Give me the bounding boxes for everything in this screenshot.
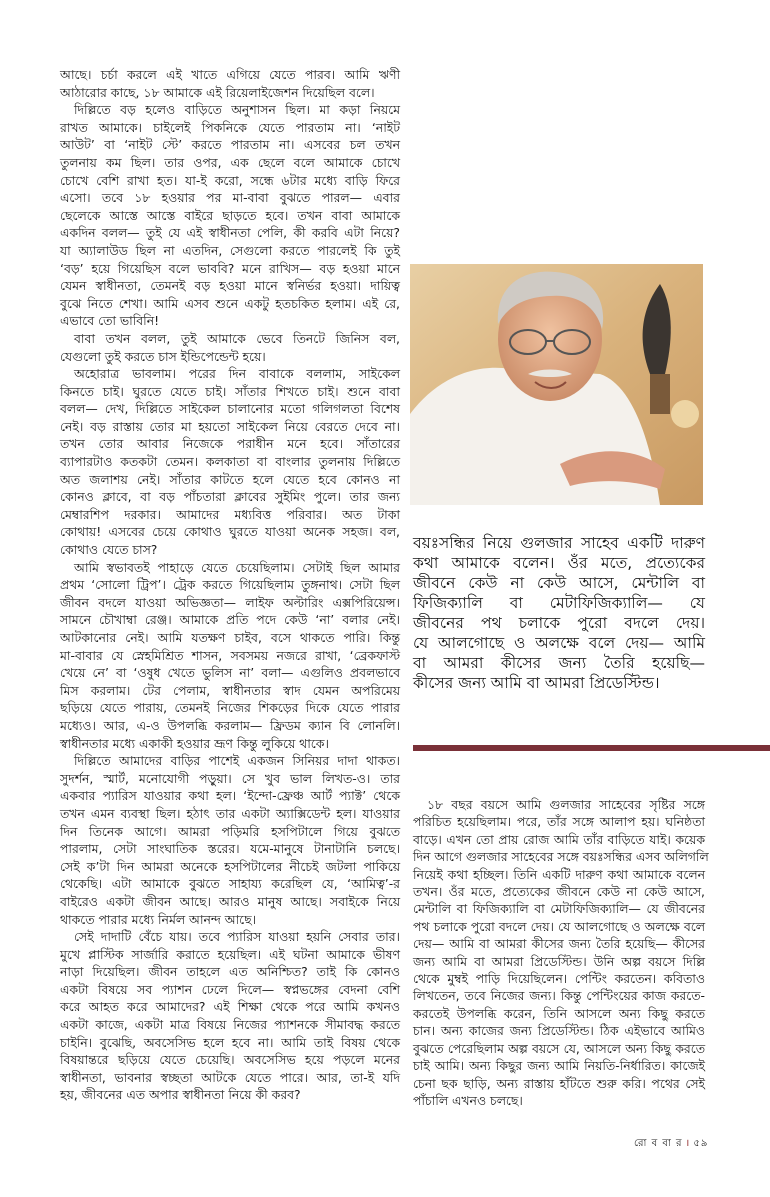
text-line: অহোরাত্র ভাবলাম। পরের দিন বাবাকে বললাম, সাইকেল bbox=[74, 366, 400, 382]
text-line: বয়ঃসন্ধির নিয়ে গুলজার সাহেব একটি দারুণ bbox=[413, 534, 705, 552]
text-line: একদিন বলল— তুই যে এই স্বাধীনতা পেলি, কী করবি এটা নিয়ে? bbox=[60, 225, 400, 241]
text-line: বাবা তখন বলল, তুই আমাকে ভেবে তিনটে জিনিস বল, bbox=[74, 330, 400, 346]
paragraph bbox=[60, 559, 400, 753]
text-line: ব্যাপারটাও কতকটা তেমন। কলকাতা বা বাংলার তুলনায় দিল্লিতে bbox=[60, 454, 400, 470]
text-line: তখন তোর আবার নিজেকে পরাধীন মনে হবে। সাঁতারের bbox=[60, 436, 400, 452]
text-line: কোনও ক্লাবে, বা বড় পাঁচতারা ক্লাবের সুইমিং পুলে। তার জন্য bbox=[60, 489, 400, 505]
text-line: করে আহত করে আমাদের? এই শিক্ষা থেকে পরে আমি কখনও bbox=[60, 999, 400, 1015]
text-line: চান। অন্য কাজের জন্য প্রিডেস্টিন্ড। ঠিক এইভাবে আমিও bbox=[413, 1023, 705, 1039]
text-line: ‘বড়’ হয়ে গিয়েছিস বলে ভাববি? মনে রাখিস— বড় হওয়া মানে bbox=[60, 260, 400, 276]
text-line: তুলনায় কম ছিল। তার ওপর, এক ছেলে বলে আমাকে চোখে bbox=[60, 154, 400, 170]
text-line: দেয়— আমি বা আমরা কীসের জন্য তৈরি হয়েছি— কীসের bbox=[413, 936, 705, 952]
text-line: লিখতেন, তবে নিজের জন্য। কিন্তু পেন্টিংয়ের কাজ করতে- bbox=[413, 988, 705, 1004]
text-line: থাকতে পারার মধ্যে নির্মল আনন্দ আছে। bbox=[60, 911, 257, 927]
text-line: মধ্যেও। আর, এ-ও উপলব্ধি করলাম— ফ্রিডম ক্যান বি লোনলি। bbox=[60, 717, 400, 733]
text-line: যেগুলো তুই করতে চাস ইন্ডিপেন্ডেন্ট হয়ে। bbox=[60, 348, 266, 364]
text-line: আছে। চর্চা করলে এই খাতে এগিয়ে যেতে পারব। আমি ঋণী bbox=[60, 67, 400, 82]
paragraph bbox=[60, 101, 400, 330]
paragraph bbox=[60, 330, 400, 365]
text-line: পাঁচালি এখনও চলছে। bbox=[413, 1092, 523, 1108]
paragraph bbox=[60, 365, 400, 559]
text-line: আমি স্বভাবতই পাহাড়ে যেতে চেয়েছিলাম। সেটাই ছিল আমার bbox=[74, 559, 400, 575]
text-line: নেই। বড় রাস্তায় তোর মা হয়তো সাইকেল নিয়ে বেরতে দেবে না। bbox=[60, 418, 400, 434]
text-line: মেম্বারশিপ দরকার। আমাদের মধ্যবিত্ত পরিবার। অত টাকা bbox=[60, 506, 400, 522]
text-line: দিল্লিতে আমাদের বাড়ির পাশেই একজন সিনিয়র দাদা থাকত। bbox=[74, 753, 400, 769]
text-line: হয়, জীবনের এত অপার স্বাধীনতা নিয়ে কী করব? bbox=[60, 1087, 301, 1103]
text-line: আটকানোর নেই। আমি যতক্ষণ চাইব, বসে থাকতে পারি। কিন্তু bbox=[60, 630, 400, 645]
text-line: কথা আমাকে বলেন। ওঁর মতে, প্রত্যেকের bbox=[413, 554, 705, 572]
text-line: মেন্টালি বা ফিজিক্যালি বা মেটাফিজিক্যালি— যে জীবনের bbox=[413, 901, 705, 917]
text-line: বিষয়ান্তরে ছড়িয়ে যেতে চেয়েছি। অবসেসিভ হয়ে পড়লে মনের bbox=[60, 1052, 400, 1068]
text-line: জন্য আমি বা আমরা প্রিডেস্টিন্ড। উনি অল্প বয়সে দিল্লি bbox=[413, 953, 705, 969]
text-line: সেই ক’টা দিন আমরা অনেকে হসপিটালের নীচেই জটলা পাকিয়ে bbox=[60, 858, 400, 874]
right-article-column bbox=[413, 796, 709, 1109]
magazine-name: রো ব বা র bbox=[634, 1138, 683, 1149]
text-line: মিস করলাম। টের পেলাম, স্বাধীনতার স্বাদ যেমন অপরিমেয় bbox=[60, 682, 400, 698]
text-line: মা-বাবার যে স্নেহমিশ্রিত শাসন, সবসময় নজরে রাখা, ‘ব্রেকফাস্ট bbox=[60, 647, 400, 663]
text-line: ১৮ বছর বয়সে আমি গুলজার সাহেবের সৃষ্টির সঙ্গে bbox=[427, 797, 705, 812]
text-line: আঠারোর কাছে, ১৮ আমাকে এই রিয়েলাইজেশন দিয়েছিল বলে। bbox=[60, 84, 375, 100]
text-line: কোথাও যেতে চাস? bbox=[60, 542, 158, 558]
text-line: দিন আগে গুলজার সাহেবের সঙ্গে বয়ঃসন্ধির এসব অলিগলি bbox=[413, 849, 709, 865]
text-line: একটা কাজে, একটা মাত্র বিষয়ে নিজের প্যাশনকে সীমাবদ্ধ করতে bbox=[60, 1017, 400, 1033]
text-line: সুদর্শন, স্মার্ট, মনোযোগী পড়ুয়া। সে খুব ভাল লিখত-ও। তার bbox=[60, 770, 400, 786]
text-line: পরিচিত হয়েছিলাম। পরে, তাঁর সঙ্গে আলাপ হয়। ঘনিষ্ঠতা bbox=[413, 814, 705, 830]
text-line: দিল্লিতে বড় হলেও বাড়িতে অনুশাসন ছিল। মা কড়া নিয়মে bbox=[74, 102, 400, 118]
text-line: একটা বিষয়ে সব প্যাশন ঢেলে দিলে— স্বপ্নভঙ্গের বেদনা বেশি bbox=[60, 981, 400, 997]
paragraph bbox=[60, 66, 400, 101]
text-line: জীবন বদলে যাওয়া অভিজ্ঞতা— লাইফ অল্টারিং এক্সপিরিয়েন্স। bbox=[60, 594, 400, 610]
text-line: থেকে মুম্বই পাড়ি দিয়েছিলেন। পেন্টিং করতেন। কবিতাও bbox=[413, 971, 705, 987]
text-line: খেয়ে নে’ বা ‘ওষুধ খেতে ভুলিস না’ বলা— এগুলিও প্রবলভাবে bbox=[60, 665, 400, 681]
footer-separator: । bbox=[685, 1138, 691, 1149]
text-line: ছড়িয়ে যেতে পারায়, তেমনই নিজের শিকড়ের দিকে যেতে পারার bbox=[60, 700, 400, 716]
text-line: চাইনি। বুঝেছি, অবসেসিভ হলে হবে না। আমি তাই বিষয় থেকে bbox=[60, 1034, 400, 1050]
text-line: নিয়েই কথা হচ্ছিল। তিনি একটি দারুণ কথা আমাকে বলেন bbox=[413, 866, 705, 882]
text-line: দিন তিনেক আগে। আমরা পড়িমরি হসপিটালে গিয়ে বুঝতে bbox=[60, 823, 400, 839]
text-line: জীবনের পথ চলাকে পুরো বদলে দেয়। bbox=[413, 614, 705, 632]
text-line: তখন এমন ব্যবস্থা ছিল। হঠাৎ তার একটা অ্যাক্সিডেন্ট হল। যাওয়ার bbox=[60, 805, 400, 821]
text-line: এসো। তবে ১৮ হওয়ার পর মা-বাবা বুঝতে পারল— এবার bbox=[60, 190, 400, 206]
text-line: বাইরেও একটা জীবন আছে। আরও মানুষ আছে। সবাইকে নিয়ে bbox=[60, 893, 400, 909]
paragraph bbox=[413, 796, 709, 1109]
text-line: বলল— দেখ, দিল্লিতে সাইকেল চালানোর মতো গলিগলতা বিশেষ bbox=[60, 401, 400, 417]
left-article-column bbox=[60, 66, 400, 1104]
text-line: স্বাধীনতার মধ্যে একাকী হওয়ার ভ্রূণ কিন্তু লুকিয়ে থাকে। bbox=[60, 735, 329, 751]
text-line: সেই দাদাটি বেঁচে যায়। তবে প্যারিস যাওয়া হয়নি সেবার তার। bbox=[74, 929, 400, 945]
text-line: অত জলাশয় নেই। সাঁতার কাটতে হলে যেতে হবে কোনও না bbox=[60, 471, 400, 487]
text-line: এভাবে তো ভাবিনি! bbox=[60, 313, 160, 329]
text-line: কীসের জন্য আমি বা আমরা প্রিডেস্টিন্ড। bbox=[413, 674, 660, 692]
text-line: থেকেছি। এটা আমাকে বুঝতে সাহায্য করেছিল যে, ‘আমিত্ব’-র bbox=[60, 876, 400, 892]
text-line: চাই আমি। অন্য কিছুর জন্য আমি নিয়তি-নির্ধারিত। কাজেই bbox=[413, 1058, 705, 1074]
text-line: ছেলেকে আস্তে আস্তে বাইরে ছাড়তে হবে। তখন বাবা আমাকে bbox=[60, 207, 400, 223]
text-line: রাখত আমাকে। চাইলেই পিকনিকে যেতে পারতাম না। ‘নাইট bbox=[60, 119, 400, 135]
text-line: যা অ্যালাউড ছিল না এতদিন, সেগুলো করতে পারলেই কি তুই bbox=[60, 242, 400, 258]
text-line: সামনে চৌখাম্বা রেঞ্জ। আমাকে প্রতি পদে কেউ ‘না’ বলার নেই। bbox=[60, 612, 400, 628]
text-line: বুঝতে পেরেছিলাম অল্প বয়সে যে, আসলে অন্য কিছু করতে bbox=[413, 1040, 705, 1056]
paragraph bbox=[413, 533, 705, 693]
text-line: কোথায়! এসবের চেয়ে কোথাও ঘুরতে যাওয়া অনেক সহজ। বল, bbox=[60, 524, 400, 540]
text-line: আউট’ বা ‘নাইট স্টে’ করতে পারতাম না। এসবের চল তখন bbox=[60, 137, 400, 153]
text-line: একবার প্যারিস যাওয়ার কথা হল। ‘ইন্দো-ফ্রেঞ্চ আর্ট প্যাক্ট’ থেকে bbox=[60, 788, 400, 804]
text-line: যেমন স্বাধীনতা, তেমনই বড় হওয়া মানে স্বনির্ভর হওয়া। দায়িত্ব bbox=[60, 278, 400, 294]
text-line: তখন। ওঁর মতে, প্রত্যেকের জীবনে কেউ না কেউ আসে, bbox=[413, 884, 705, 900]
text-line: জীবনে কেউ না কেউ আসে, মেন্টালি বা bbox=[413, 574, 705, 592]
text-line: যে আলগোছে ও অলক্ষে বলে দেয়— আমি bbox=[413, 634, 705, 652]
text-line: চেনা ছক ছাড়ি, অন্য রাস্তায় হাঁটতে শুরু করি। পথের সেই bbox=[413, 1075, 705, 1091]
text-line: পারলাম, সেটা সাংঘাতিক স্তরের। যমে-মানুষে টানাটানি চলছে। bbox=[60, 841, 400, 857]
portrait-image bbox=[410, 264, 703, 505]
portrait-photo bbox=[410, 264, 703, 505]
text-line: চোখে বেশি রাখা হত। যা-ই করো, সন্ধে ৬টার মধ্যে বাড়ি ফিরে bbox=[60, 172, 400, 188]
text-line: পথ চলাকে পুরো বদলে দেয়। যে আলগোছে ও অলক্ষে বলে bbox=[413, 918, 705, 934]
text-line: প্রথম ‘সোলো ট্রিপ’। ট্রেক করতে গিয়েছিলাম তুঙ্গনাথ। সেটা ছিল bbox=[60, 577, 400, 593]
page-footer bbox=[634, 1135, 708, 1153]
text-line: ফিজিক্যালি বা মেটাফিজিক্যালি— যে bbox=[413, 594, 705, 612]
pull-quote bbox=[413, 533, 705, 693]
text-line: বা আমরা কীসের জন্য তৈরি হয়েছি— bbox=[413, 654, 705, 672]
text-line: মুখে প্লাস্টিক সার্জারি করাতে হয়েছিল। এই ঘটনা আমাকে ভীষণ bbox=[60, 946, 400, 962]
text-line: করতেই উপলব্ধি করেন, তিনি আসলে অন্য কিছু করতে bbox=[413, 1005, 705, 1021]
text-line: কিনতে চাই। ঘুরতে যেতে চাই। সাঁতার শিখতে চাই। শুনে বাবা bbox=[60, 383, 400, 399]
paragraph bbox=[60, 752, 400, 928]
text-line: বুঝে নিতে শেখা। আমি এসব শুনে একটু হতচকিত হলাম। এই রে, bbox=[60, 295, 400, 311]
paragraph bbox=[60, 928, 400, 1104]
page-number: ৫৯ bbox=[693, 1138, 709, 1149]
text-line: বাড়ে। এখন তো প্রায় রোজ আমি তাঁর বাড়িতে যাই। কয়েক bbox=[413, 831, 705, 847]
text-line: স্বাধীনতা, ভাবনার স্বচ্ছতা আটকে যেতে পারে। আর, তা-ই যদি bbox=[60, 1069, 400, 1085]
section-divider bbox=[413, 745, 770, 751]
text-line: নাড়া দিয়েছিল। জীবন তাহলে এত অনিশ্চিত? তাই কি কোনও bbox=[60, 964, 400, 980]
